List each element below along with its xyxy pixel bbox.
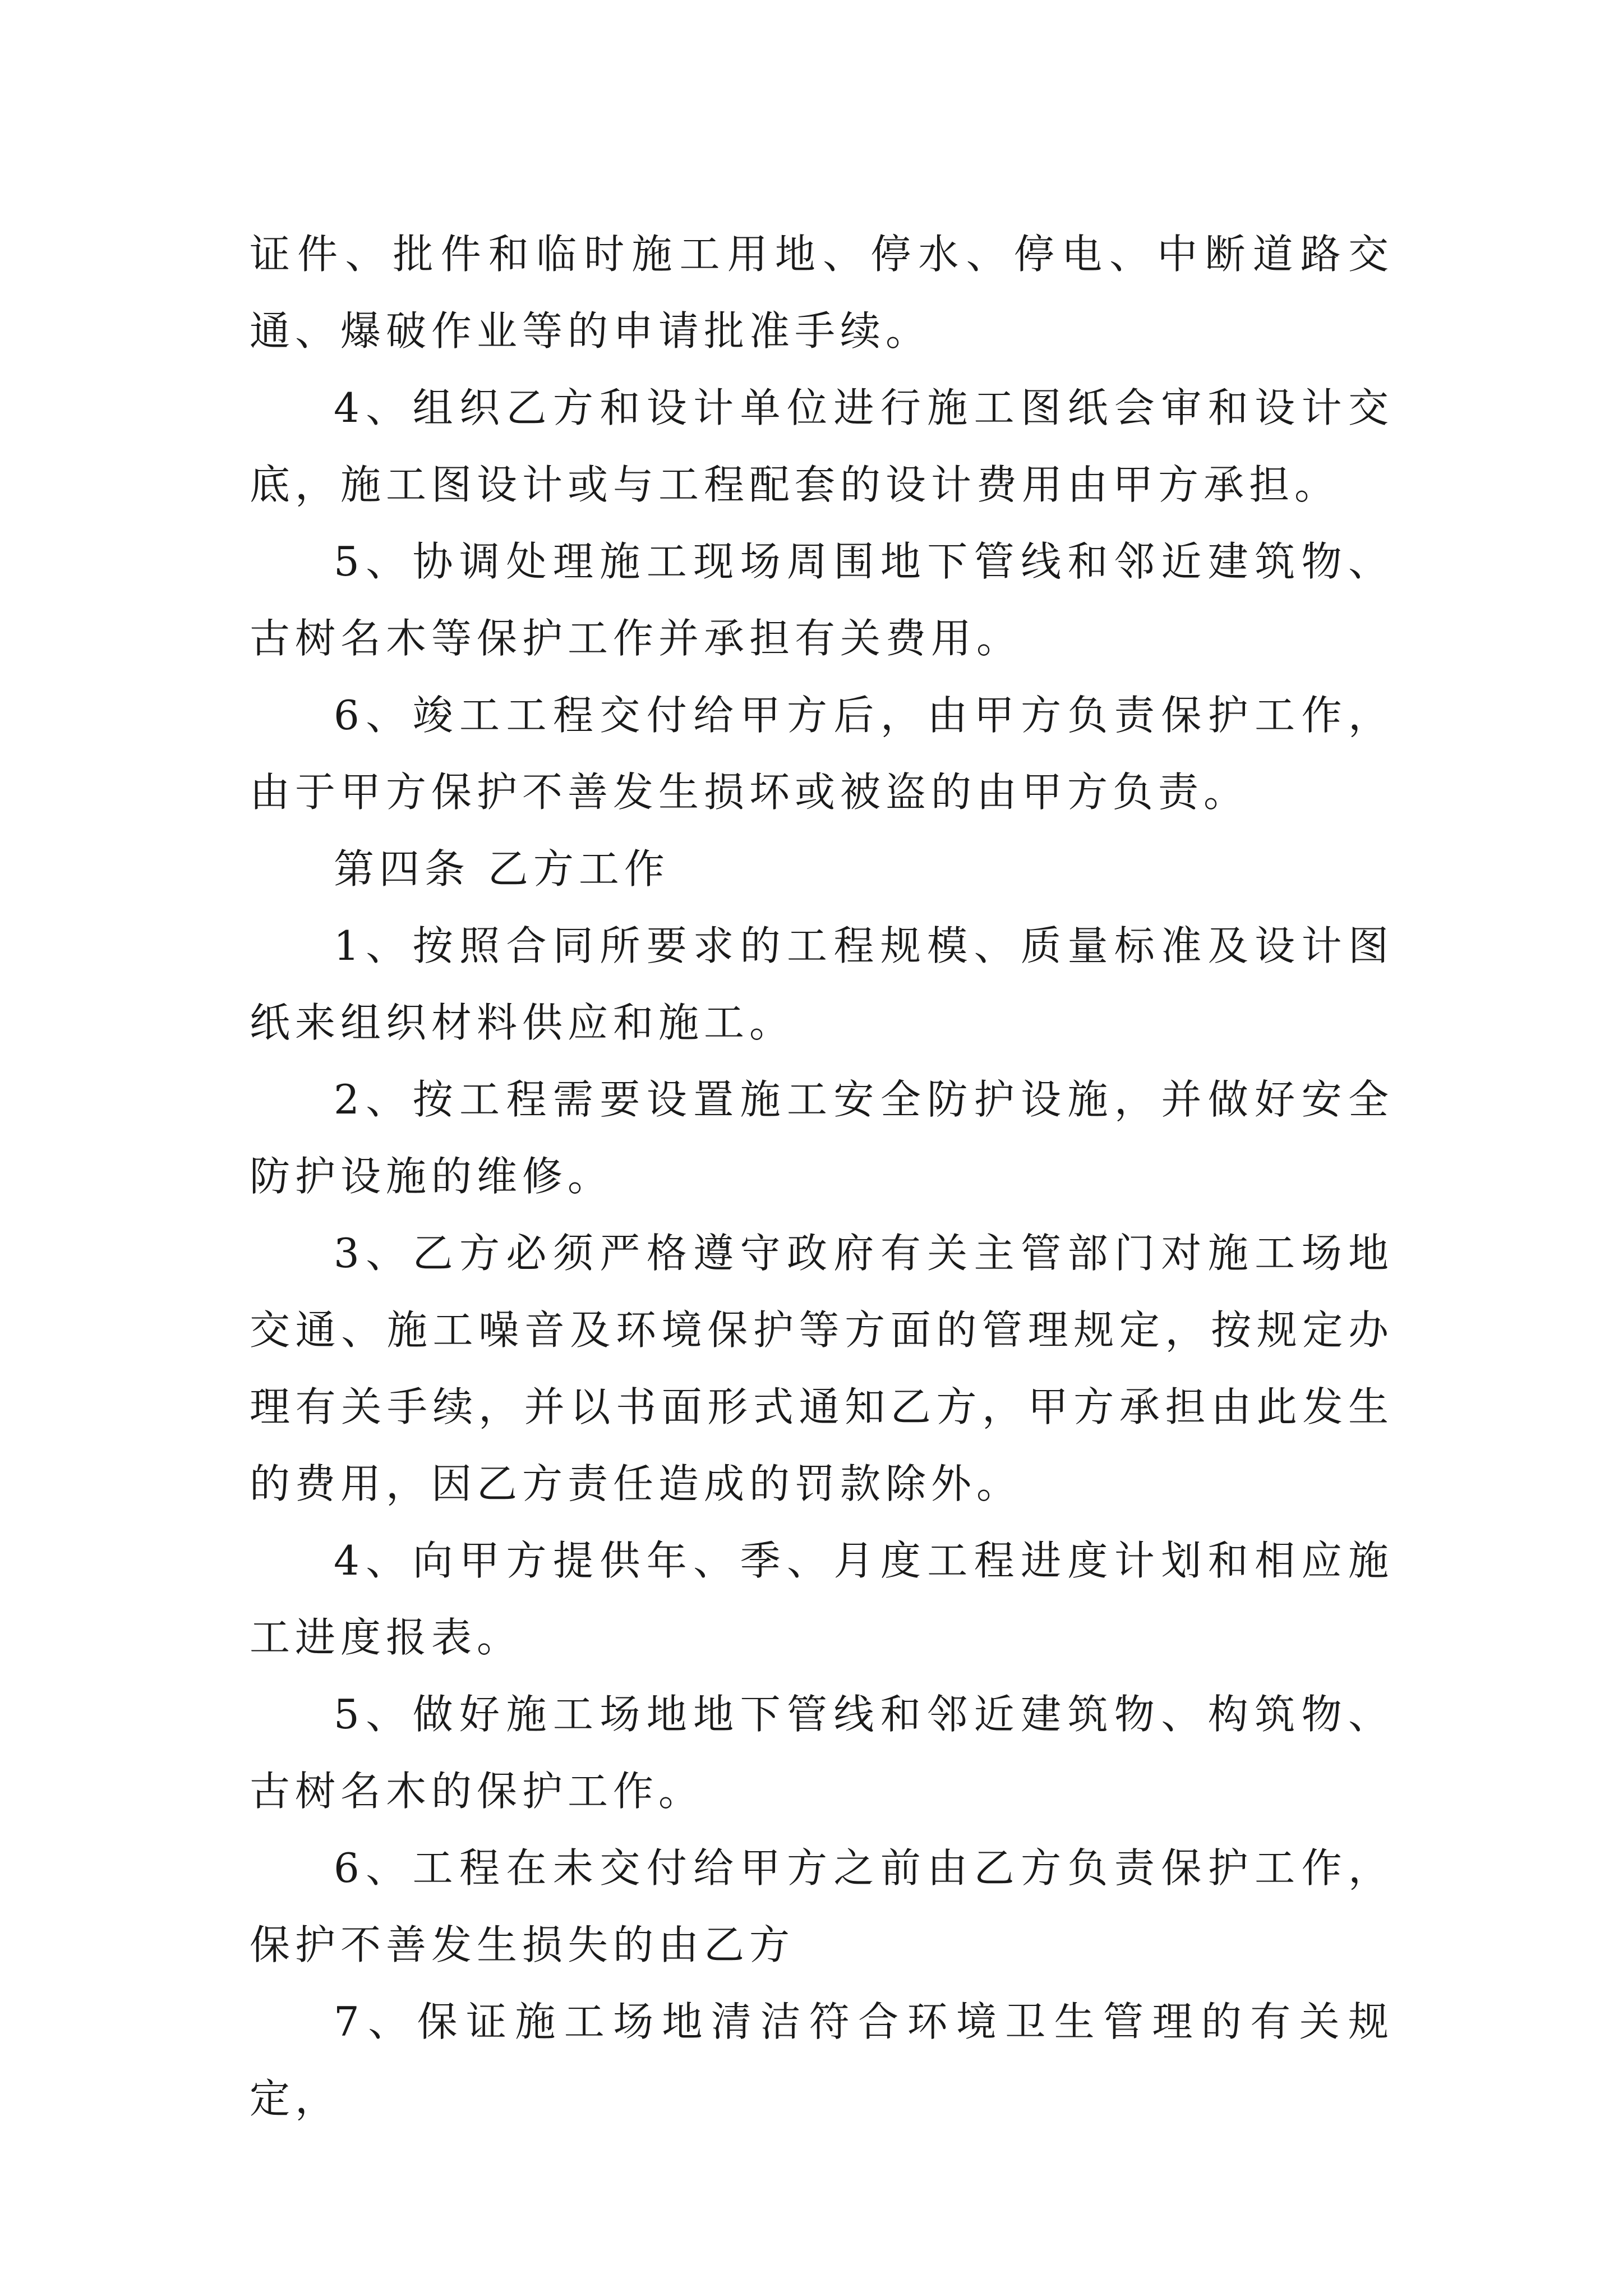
paragraph-item-4: 4、组织乙方和设计单位进行施工图纸会审和设计交底，施工图设计或与工程配套的设计费用由甲方承担。 [250, 384, 1394, 508]
paragraph-b-item-3: 3、乙方必须严格遵守政府有关主管部门对施工场地交通、施工噪音及环境保护等方面的管理规定，按规定办理有关手续，并以书面形式通知乙方，甲方承担由此发生的费用，因乙方责任造成的罚款除外。 [250, 1230, 1394, 1507]
paragraph-item-6: 6、竣工工程交付给甲方后，由甲方负责保护工作，由于甲方保护不善发生损坏或被盗的由甲方负责。 [250, 692, 1394, 816]
paragraph-b-item-7: 7、保证施工场地清洁符合环境卫生管理的有关规定， [250, 1998, 1394, 2122]
article-heading: 第四条 乙方工作 [334, 845, 670, 892]
paragraph-b-item-6: 6、工程在未交付给甲方之前由乙方负责保护工作，保护不善发生损失的由乙方 [250, 1844, 1394, 1968]
document-body [250, 216, 1394, 2137]
paragraph-b-item-4: 4、向甲方提供年、季、月度工程进度计划和相应施工进度报表。 [250, 1537, 1394, 1661]
paragraph-b-item-1: 1、按照合同所要求的工程规模、质量标准及设计图纸来组织材料供应和施工。 [250, 922, 1394, 1046]
paragraph-item-5: 5、协调处理施工现场周围地下管线和邻近建筑物、古树名木等保护工作并承担有关费用。 [250, 538, 1394, 662]
paragraph-b-item-2: 2、按工程需要设置施工安全防护设施，并做好安全防护设施的维修。 [250, 1076, 1394, 1200]
paragraph-b-item-5: 5、做好施工场地地下管线和邻近建筑物、构筑物、古树名木的保护工作。 [250, 1691, 1394, 1815]
paragraph-continuation: 证件、批件和临时施工用地、停水、停电、中断道路交通、爆破作业等的申请批准手续。 [250, 231, 1394, 355]
